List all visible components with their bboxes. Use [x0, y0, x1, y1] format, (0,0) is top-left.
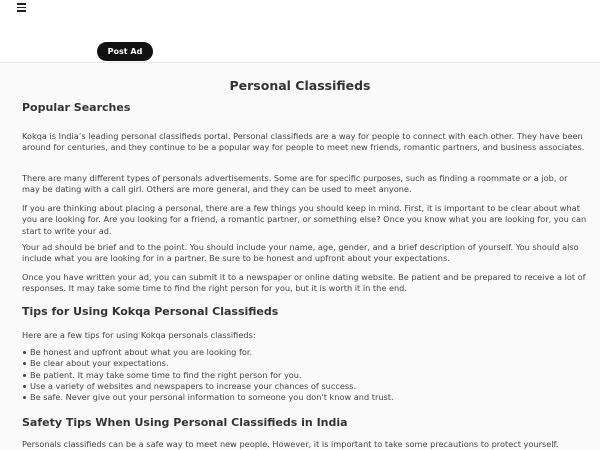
safety-section: [22, 416, 587, 429]
tips-intro: [22, 330, 587, 341]
safety-paragraph: Personals classifieds can be a safe way to meet new people. However, it is important to take some precautions to protect yourself.: [22, 439, 559, 449]
placing-paragraph: If you are thinking about placing a personal, there are a few things you should keep in mind. First, it is important to be clear about what you are looking for. Are you looking for a friend, a romantic partner, or something else? Once you know what you are looking for, you can start to write your ad.: [22, 203, 587, 236]
paragraph: [22, 173, 587, 196]
list-item: Be patient. It may take some time to find the right person for you.: [30, 370, 587, 381]
tips-list: [22, 347, 587, 403]
list-item: Be clear about your expectations.: [30, 358, 587, 369]
paragraph: [22, 439, 587, 450]
list-item: Be safe. Never give out your personal information to someone you don't know and trust.: [30, 392, 587, 403]
top-bar: [0, 0, 600, 63]
tips-intro-text: Here are a few tips for using Kokqa personals classifieds:: [22, 330, 256, 340]
tips-section: [22, 305, 587, 318]
paragraph: [22, 272, 587, 295]
hamburger-menu-icon[interactable]: [17, 3, 26, 12]
page-title: Personal Classifieds: [229, 78, 371, 93]
safety-heading: Safety Tips When Using Personal Classifieds in India: [22, 416, 348, 429]
tips-list-container: [22, 347, 587, 403]
list-item: Use a variety of websites and newspapers to increase your chances of success.: [30, 381, 587, 392]
popular-searches-heading: Popular Searches: [22, 101, 131, 114]
paragraph: [22, 242, 587, 265]
tips-heading: Tips for Using Kokqa Personal Classifieds: [22, 305, 279, 318]
ad-brief-paragraph: Your ad should be brief and to the point. You should include your name, age, gender, and a brief description of yourself. You should also include what you are looking for in a partner. Be sure to be honest and upfront about your expectations.: [22, 242, 579, 264]
submit-paragraph: Once you have written your ad, you can submit it to a newspaper or online dating website. Be patient and be prepared to receive a lot of responses. It may take some time to find the right person for you, but it is worth it in the end.: [22, 272, 586, 294]
paragraph: [22, 203, 587, 237]
intro-paragraph: Kokqa is India’s leading personal classifieds portal. Personal classifieds are a way for people to connect with each other. They have been around for centuries, and they continue to be a popular way for people to meet new friends, romantic partners, and business associates.: [22, 131, 585, 153]
main-content: [0, 63, 600, 450]
post-ad-button[interactable]: Post Ad: [97, 42, 153, 61]
paragraph: [22, 131, 587, 154]
list-item: Be honest and upfront about what you are looking for.: [30, 347, 587, 358]
types-paragraph: There are many different types of personals advertisements. Some are for specific purposes, such as finding a roommate or a job, or may be dating with a call girl. Others are more general, and they can be used to meet anyone.: [22, 173, 568, 195]
popular-searches-section: [22, 101, 587, 114]
